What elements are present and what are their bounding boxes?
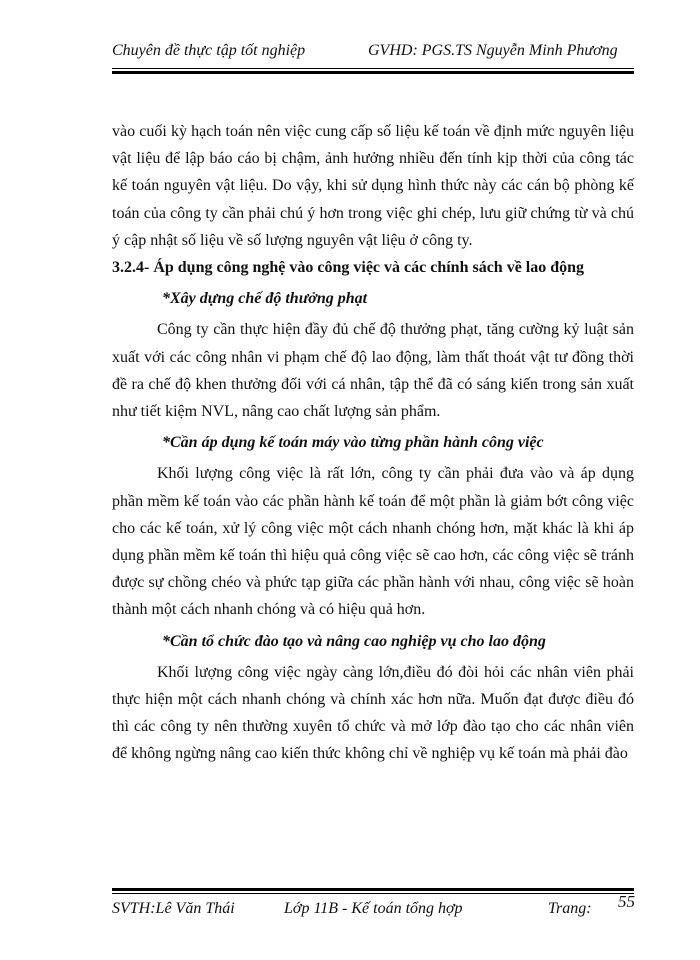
header-divider-thick [112,71,634,74]
header-supervisor: GVHD: PGS.TS Nguyễn Minh Phương [368,42,618,59]
paragraph-training: Khối lượng công việc ngày càng lớn,điều đó đòi hỏi các nhân viên phải thực hiện một cách nhanh chóng và chính xác hơn nữa. Muốn đạt được điều đó thì các công ty nên thường xuyên tổ chức và mở lớp đào tạo cho các nhân viên để không ngừng nâng cao kiến thức không chỉ về nghiệp vụ kế toán mà phải đào [112,663,634,763]
subheading-accounting-software: *Cần áp dụng kế toán máy vào từng phần hành công việc [162,434,544,452]
header-divider-thin [112,68,634,69]
document-body [112,118,634,768]
footer-class: Lớp 11B - Kế toán tổng hợp [284,900,463,917]
page-header [112,42,634,66]
page-footer [112,892,635,924]
footer-student: SVTH:Lê Văn Thái [112,900,235,917]
paragraph-accounting-software: Khối lượng công việc là rất lớn, công ty cần phải đưa vào và áp dụng phần mềm kế toán vào các phần hành kế toán để một phần là giảm bớt công việc cho các kế toán, xử lý công việc một cách nhanh chóng hơn, mặt khác là khi áp dụng phần mềm kế toán thì hiệu quả công việc sẽ cao hơn, các công việc sẽ tránh được sự chồng chéo và phức tạp giữa các phần hành với nhau, công việc sẽ hoàn thành một cách nhanh chóng và có hiệu quả hơn. [112,465,634,619]
section-heading: 3.2.4- Áp dụng công nghệ vào công việc và các chính sách về lao động [112,259,585,277]
footer-divider-thick [112,888,634,891]
subheading-training: *Cần tổ chức đào tạo và nâng cao nghiệp vụ cho lao động [162,632,546,650]
paragraph-reward-penalty: Công ty cần thực hiện đầy đủ chế độ thưởng phạt, tăng cường kỷ luật sản xuất với các công nhân vi phạm chế độ lao động, làm thất thoát vật tư đồng thời đề ra chế độ khen thưởng đối với cá nhân, tập thể đã có sáng kiến trong sản xuất như tiết kiệm NVL, nâng cao chất lượng sản phẩm. [112,321,634,421]
subheading-reward-penalty: *Xây dựng chế độ thưởng phạt [162,290,368,308]
header-report-title: Chuyên đề thực tập tốt nghiệp [112,42,306,59]
paragraph-continuation: vào cuối kỳ hạch toán nên việc cung cấp số liệu kế toán về định mức nguyên liệu vật liệu để lập báo cáo bị chậm, ảnh hưởng nhiều đến tính kịp thời của công tác kế toán nguyên vật liệu. Do vậy, khi sử dụng hình thức này các cán bộ phòng kế toán của công ty cần phải chú ý hơn trong việc ghi chép, lưu giữ chứng từ và chú ý cập nhật số liệu về số lượng nguyên vật liệu ở công ty. [112,123,634,249]
footer-divider-thin [112,893,634,894]
footer-page-number: 55 [618,892,635,911]
footer-page-label: Trang: [548,900,592,917]
